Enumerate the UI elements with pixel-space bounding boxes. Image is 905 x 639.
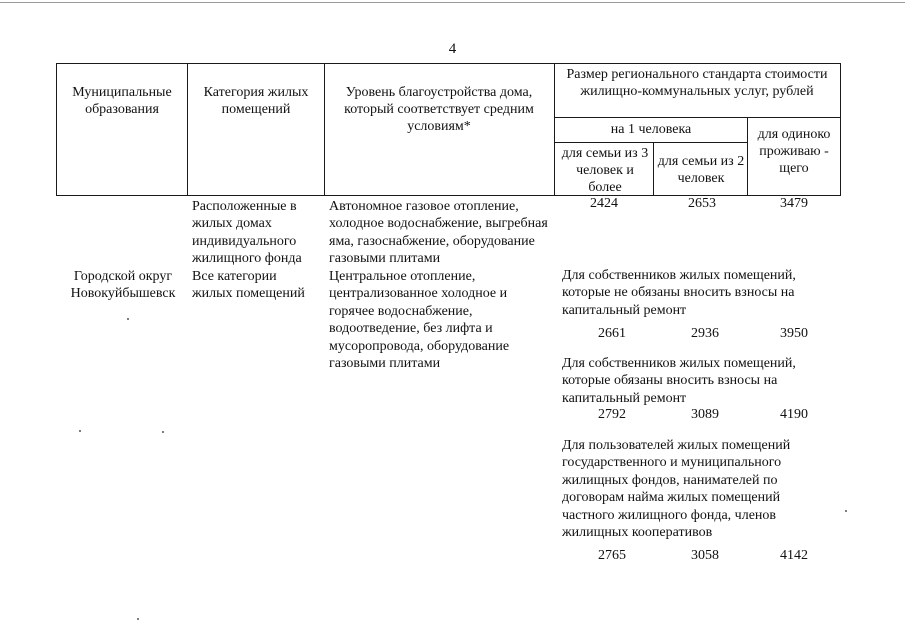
municipality-name: Городской округ Новокуйбышевск — [70, 269, 176, 302]
group2-label: Для собственников жилых помещений, которые обязаны вносить взносы на капитальный ремонт — [562, 356, 796, 406]
header-single: для одиноко проживаю - щего — [757, 127, 831, 176]
group2-value-family3: 2792 — [598, 407, 626, 422]
scan-edge-line — [0, 2, 905, 3]
group1-value-single: 3950 — [780, 326, 808, 341]
group1-label: Для собственников жилых помещений, которые не обязаны вносить взносы на капитальный ремонт — [562, 268, 796, 318]
page-number: 4 — [448, 41, 457, 57]
group2-value-family2: 3089 — [691, 407, 719, 422]
header-category: Категория жилых помещений — [203, 85, 309, 117]
scan-speck — [162, 431, 164, 433]
group3-value-single: 4142 — [780, 548, 808, 563]
row1-category: Расположенные в жилых домах индивидуального жилищного фонда — [192, 199, 302, 267]
row1-level: Автономное газовое отопление, холодное водоснабжение, выгребная яма, газоснабжение, оборудование газовыми плитами — [329, 199, 548, 267]
scan-speck — [79, 430, 81, 432]
row2-category: Все категории жилых помещений — [192, 269, 305, 302]
scan-speck — [137, 618, 139, 620]
row1-value-single: 3479 — [780, 196, 808, 211]
row1-value-family3: 2424 — [590, 196, 618, 211]
group3-value-family3: 2765 — [598, 548, 626, 563]
row2-level: Центральное отопление, централизованное холодное и горячее водоснабжение, водоотведение, без лифта и мусоропровода, оборудование газовыми плитами — [329, 269, 510, 372]
header-family2: для семьи из 2 человек — [657, 154, 745, 186]
header-level: Уровень благоустройства дома, который соответствует средним условиям* — [344, 85, 534, 134]
scan-speck — [845, 510, 847, 512]
group1-value-family3: 2661 — [598, 326, 626, 341]
header-municipal: Муниципальные образования — [72, 85, 172, 117]
group1-value-family2: 2936 — [691, 326, 719, 341]
header-standard: Размер регионального стандарта стоимости жилищно-коммунальных услуг, рублей — [566, 67, 828, 99]
group2-value-single: 4190 — [780, 407, 808, 422]
header-per-person: на 1 человека — [610, 122, 692, 137]
scan-speck — [127, 318, 129, 320]
group3-value-family2: 3058 — [691, 548, 719, 563]
group3-label: Для пользователей жилых помещений государственного и муниципального жилищных фондов, нанимателей по договорам найма жилых помещений частного жилищного фонда, членов жилищных кооперативов — [562, 438, 791, 541]
row1-value-family2: 2653 — [688, 196, 716, 211]
header-family3: для семьи из 3 человек и более — [561, 146, 649, 195]
